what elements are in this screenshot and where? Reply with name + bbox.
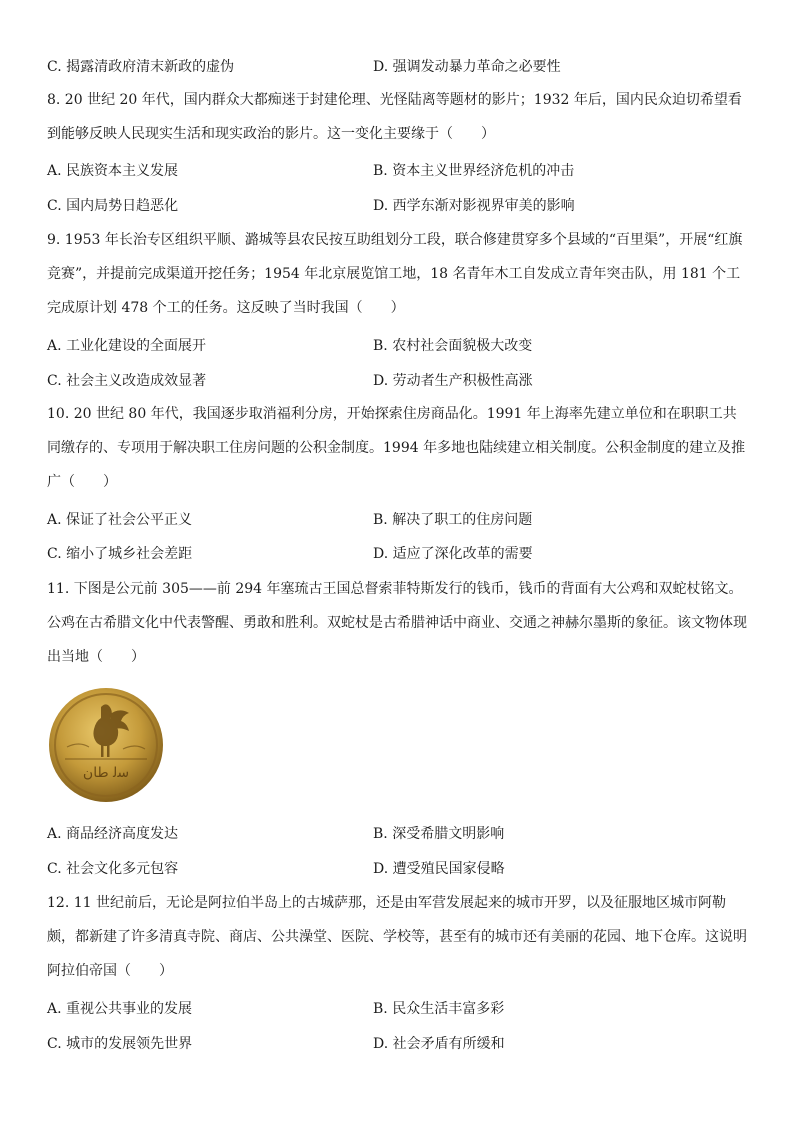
coin-illustration: [47, 685, 165, 805]
options-q12-ab: [47, 998, 747, 1020]
options-q11-ab: [47, 823, 747, 845]
options-q10-ab: [47, 509, 747, 531]
option-c: C. 城市的发展领先世界: [47, 1036, 193, 1052]
option-c: C. 社会主义改造成效显著: [47, 373, 207, 389]
option-d: D. 劳动者生产积极性高涨: [373, 373, 533, 389]
question-8: 8. 20 世纪 20 年代，国内群众大都痴迷于封建伦理、光怪陆离等题材的影片；1932 年后，国内民众迫切希望看到能够反映人民现实生活和现实政治的影片。这一变化主要缘于（ ）: [47, 92, 742, 142]
option-d: D. 遭受殖民国家侵略: [373, 861, 505, 877]
option-a: A. 商品经济高度发达: [47, 826, 179, 842]
option-b: B. 解决了职工的住房问题: [373, 512, 533, 528]
options-q8-cd: [47, 195, 747, 217]
option-b: B. 农村社会面貌极大改变: [373, 338, 533, 354]
option-c: C. 揭露清政府清末新政的虚伪: [47, 59, 235, 75]
option-a: A. 保证了社会公平正义: [47, 512, 193, 528]
option-b: B. 资本主义世界经济危机的冲击: [373, 163, 575, 179]
options-q9-ab: [47, 335, 747, 357]
options-q10-cd: [47, 543, 747, 565]
question-12: 12. 11 世纪前后，无论是阿拉伯半岛上的古城萨那，还是由军营发展起来的城市开罗，以及征服地区城市阿勒颇，都新建了许多清真寺院、商店、公共澡堂、医院、学校等，甚至有的城市还有美丽的花园、地下仓库。这说明阿拉伯帝国（ ）: [47, 895, 747, 979]
option-d: D. 社会矛盾有所缓和: [373, 1036, 505, 1052]
coin-inscription: ﺳﻟ ﻃﺎﻥ: [82, 765, 130, 781]
option-d: D. 适应了深化改革的需要: [373, 546, 533, 562]
coin-image: [47, 685, 165, 805]
option-d: D. 西学东渐对影视界审美的影响: [373, 198, 575, 214]
option-d: D. 强调发动暴力革命之必要性: [373, 59, 561, 75]
options-q7-cd: [47, 56, 747, 78]
options-q11-cd: [47, 858, 747, 880]
option-c: C. 社会文化多元包容: [47, 861, 179, 877]
option-a: A. 工业化建设的全面展开: [47, 338, 207, 354]
option-c: C. 缩小了城乡社会差距: [47, 546, 193, 562]
options-q12-cd: [47, 1033, 747, 1055]
question-11: 11. 下图是公元前 305——前 294 年塞琉古王国总督索菲特斯发行的钱币，钱币的背面有大公鸡和双蛇杖铭文。公鸡在古希腊文化中代表警醒、勇敢和胜利。双蛇杖是古希腊神话中商业、交通之神赫尔墨斯的象征。该文物体现出当地（ ）: [47, 581, 747, 665]
options-q9-cd: [47, 370, 747, 392]
option-c: C. 国内局势日趋恶化: [47, 198, 179, 214]
question-10: 10. 20 世纪 80 年代，我国逐步取消福利分房，开始探索住房商品化。1991 年上海率先建立单位和在职职工共同缴存的、专项用于解决职工住房问题的公积金制度。1994 年多地也陆续建立相关制度。公积金制度的建立及推广（ ）: [47, 406, 746, 490]
option-a: A. 民族资本主义发展: [47, 163, 179, 179]
option-b: B. 深受希腊文明影响: [373, 826, 505, 842]
option-a: A. 重视公共事业的发展: [47, 1001, 193, 1017]
options-q8-ab: [47, 160, 747, 182]
option-b: B. 民众生活丰富多彩: [373, 1001, 505, 1017]
question-9: 9. 1953 年长治专区组织平顺、潞城等县农民按互助组划分工段，联合修建贯穿多个县域的“百里渠”，开展“红旗竞赛”，并提前完成渠道开挖任务；1954 年北京展览馆工地，18 名青年木工自发成立青年突击队，用 181 个工完成原计划 478 个工的任务。这反映了当时我国（ ）: [47, 232, 743, 316]
